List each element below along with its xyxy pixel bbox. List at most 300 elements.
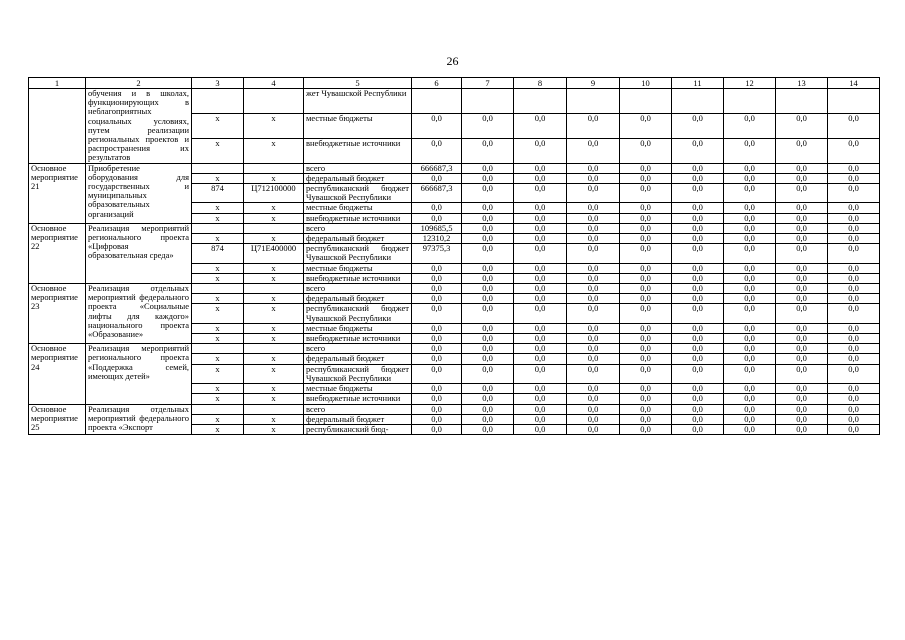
value-cell: 0,0 (724, 173, 776, 183)
value-cell: 0,0 (724, 354, 776, 364)
activity-name-cell (29, 89, 86, 164)
budget-code-cell (244, 404, 304, 414)
value-cell (776, 89, 828, 114)
value-cell: 0,0 (514, 323, 567, 333)
value-cell: 0,0 (672, 213, 724, 223)
value-cell: 0,0 (567, 284, 620, 294)
value-cell: 0,0 (776, 304, 828, 323)
budget-code-cell: х (244, 263, 304, 273)
budget-code-cell: х (244, 203, 304, 213)
col-header: 5 (304, 78, 412, 89)
grbs-code-cell: х (192, 354, 244, 364)
grbs-code-cell (192, 284, 244, 294)
grbs-code-cell (192, 89, 244, 114)
grbs-code-cell: х (192, 424, 244, 434)
value-cell: 0,0 (462, 334, 514, 344)
value-cell: 0,0 (514, 273, 567, 283)
value-cell: 0,0 (514, 223, 567, 233)
value-cell: 0,0 (567, 364, 620, 383)
value-cell: 0,0 (828, 304, 880, 323)
funding-source-cell: внебюджетные источники (304, 334, 412, 344)
value-cell: 0,0 (620, 404, 672, 414)
value-cell: 0,0 (514, 354, 567, 364)
budget-code-cell (244, 344, 304, 354)
grbs-code-cell: х (192, 273, 244, 283)
value-cell: 0,0 (776, 344, 828, 354)
value-cell: 0,0 (462, 294, 514, 304)
funding-source-cell: федеральный бюджет (304, 173, 412, 183)
funding-source-cell: республиканский бюджет Чувашской Республики (304, 184, 412, 203)
grbs-code-cell: х (192, 113, 244, 138)
value-cell: 0,0 (514, 263, 567, 273)
value-cell: 0,0 (672, 323, 724, 333)
value-cell: 0,0 (672, 173, 724, 183)
value-cell: 0,0 (724, 414, 776, 424)
value-cell: 0,0 (462, 354, 514, 364)
value-cell: 0,0 (567, 263, 620, 273)
value-cell: 0,0 (672, 334, 724, 344)
funding-source-cell: федеральный бюджет (304, 294, 412, 304)
col-header: 13 (776, 78, 828, 89)
value-cell: 0,0 (776, 284, 828, 294)
funding-source-cell: местные бюджеты (304, 384, 412, 394)
value-cell: 0,0 (672, 138, 724, 163)
value-cell: 0,0 (828, 263, 880, 273)
value-cell: 0,0 (514, 384, 567, 394)
value-cell: 0,0 (828, 394, 880, 404)
value-cell: 0,0 (828, 273, 880, 283)
funding-source-cell: федеральный бюджет (304, 234, 412, 244)
budget-code-cell: х (244, 273, 304, 283)
grbs-code-cell: х (192, 364, 244, 383)
activity-description-cell: Приобретение оборудования для государственных и муниципальных образовательных организаций (86, 163, 192, 223)
activity-description-cell: Реализация отдельных мероприятий федерального проекта «Экспорт (86, 404, 192, 435)
value-cell: 0,0 (620, 273, 672, 283)
grbs-code-cell: х (192, 263, 244, 273)
value-cell: 0,0 (462, 234, 514, 244)
value-cell: 0,0 (620, 394, 672, 404)
value-cell: 0,0 (462, 203, 514, 213)
value-cell: 0,0 (462, 184, 514, 203)
budget-code-cell: х (244, 414, 304, 424)
value-cell: 0,0 (514, 244, 567, 263)
budget-table (28, 77, 880, 435)
value-cell: 0,0 (462, 323, 514, 333)
value-cell: 0,0 (776, 273, 828, 283)
funding-source-cell: федеральный бюджет (304, 354, 412, 364)
col-header: 12 (724, 78, 776, 89)
budget-code-cell: х (244, 364, 304, 383)
value-cell: 0,0 (724, 213, 776, 223)
value-cell (567, 89, 620, 114)
value-cell: 0,0 (567, 223, 620, 233)
value-cell: 0,0 (412, 203, 462, 213)
col-header: 8 (514, 78, 567, 89)
value-cell: 0,0 (776, 414, 828, 424)
budget-code-cell: х (244, 213, 304, 223)
value-cell: 0,0 (724, 384, 776, 394)
value-cell: 0,0 (412, 323, 462, 333)
funding-source-cell: всего (304, 404, 412, 414)
value-cell: 0,0 (514, 394, 567, 404)
value-cell: 0,0 (672, 394, 724, 404)
value-cell: 0,0 (672, 404, 724, 414)
funding-source-cell: местные бюджеты (304, 263, 412, 273)
value-cell: 0,0 (567, 424, 620, 434)
value-cell: 0,0 (776, 354, 828, 364)
funding-source-cell: местные бюджеты (304, 323, 412, 333)
grbs-code-cell: х (192, 234, 244, 244)
value-cell: 0,0 (412, 404, 462, 414)
value-cell (620, 89, 672, 114)
activity-name-cell: Основное мероприятие 24 (29, 344, 86, 404)
value-cell: 0,0 (724, 404, 776, 414)
value-cell: 0,0 (514, 234, 567, 244)
value-cell: 0,0 (776, 113, 828, 138)
value-cell: 0,0 (776, 163, 828, 173)
value-cell (828, 89, 880, 114)
value-cell: 0,0 (776, 173, 828, 183)
value-cell: 0,0 (672, 344, 724, 354)
value-cell: 0,0 (828, 404, 880, 414)
value-cell: 0,0 (620, 294, 672, 304)
value-cell: 0,0 (828, 334, 880, 344)
budget-code-cell: х (244, 173, 304, 183)
grbs-code-cell (192, 344, 244, 354)
value-cell: 0,0 (514, 304, 567, 323)
value-cell: 0,0 (672, 184, 724, 203)
funding-source-cell: внебюджетные источники (304, 394, 412, 404)
value-cell: 0,0 (776, 263, 828, 273)
funding-source-cell: республиканский бюд- (304, 424, 412, 434)
value-cell: 0,0 (567, 163, 620, 173)
value-cell: 0,0 (412, 284, 462, 294)
value-cell: 666687,3 (412, 163, 462, 173)
funding-source-cell: республиканский бюджет Чувашской Республики (304, 244, 412, 263)
value-cell: 0,0 (828, 113, 880, 138)
value-cell: 0,0 (724, 284, 776, 294)
budget-code-cell: х (244, 354, 304, 364)
value-cell: 0,0 (567, 138, 620, 163)
value-cell: 0,0 (620, 414, 672, 424)
activity-description-cell: Реализация мероприятий регионального проекта «Поддержка семей, имеющих детей» (86, 344, 192, 404)
value-cell: 0,0 (672, 263, 724, 273)
value-cell: 0,0 (828, 173, 880, 183)
value-cell: 0,0 (776, 213, 828, 223)
value-cell: 0,0 (412, 384, 462, 394)
value-cell: 0,0 (620, 354, 672, 364)
value-cell: 0,0 (514, 173, 567, 183)
value-cell: 0,0 (514, 184, 567, 203)
grbs-code-cell: х (192, 294, 244, 304)
value-cell: 0,0 (620, 163, 672, 173)
col-header: 11 (672, 78, 724, 89)
grbs-code-cell: 874 (192, 244, 244, 263)
value-cell: 0,0 (672, 234, 724, 244)
value-cell: 0,0 (514, 113, 567, 138)
value-cell: 0,0 (724, 323, 776, 333)
value-cell: 0,0 (776, 203, 828, 213)
funding-source-cell: местные бюджеты (304, 113, 412, 138)
value-cell: 666687,3 (412, 184, 462, 203)
value-cell: 0,0 (828, 284, 880, 294)
value-cell: 0,0 (672, 163, 724, 173)
value-cell: 0,0 (514, 344, 567, 354)
funding-source-cell: всего (304, 223, 412, 233)
col-header: 14 (828, 78, 880, 89)
value-cell: 0,0 (620, 284, 672, 294)
value-cell: 0,0 (828, 354, 880, 364)
funding-source-cell: внебюджетные источники (304, 273, 412, 283)
value-cell: 0,0 (828, 424, 880, 434)
table-row (29, 344, 880, 354)
grbs-code-cell: х (192, 414, 244, 424)
value-cell: 0,0 (567, 244, 620, 263)
budget-code-cell: х (244, 384, 304, 394)
value-cell: 0,0 (828, 294, 880, 304)
value-cell: 0,0 (462, 138, 514, 163)
grbs-code-cell: х (192, 203, 244, 213)
value-cell: 0,0 (672, 223, 724, 233)
value-cell: 0,0 (567, 404, 620, 414)
value-cell: 0,0 (462, 394, 514, 404)
budget-code-cell (244, 89, 304, 114)
value-cell: 0,0 (724, 394, 776, 404)
activity-name-cell: Основное мероприятие 21 (29, 163, 86, 223)
value-cell (514, 89, 567, 114)
value-cell: 0,0 (828, 138, 880, 163)
value-cell: 0,0 (620, 223, 672, 233)
value-cell: 0,0 (412, 263, 462, 273)
value-cell: 0,0 (514, 414, 567, 424)
value-cell: 109685,5 (412, 223, 462, 233)
budget-code-cell: х (244, 323, 304, 333)
grbs-code-cell (192, 223, 244, 233)
value-cell: 0,0 (462, 284, 514, 294)
value-cell: 0,0 (567, 334, 620, 344)
budget-code-cell (244, 163, 304, 173)
value-cell: 0,0 (514, 213, 567, 223)
value-cell: 0,0 (828, 384, 880, 394)
value-cell: 0,0 (412, 113, 462, 138)
value-cell: 0,0 (567, 203, 620, 213)
value-cell: 0,0 (412, 414, 462, 424)
value-cell: 0,0 (412, 344, 462, 354)
activity-name-cell: Основное мероприятие 25 (29, 404, 86, 435)
value-cell: 0,0 (724, 344, 776, 354)
value-cell: 0,0 (672, 113, 724, 138)
grbs-code-cell: х (192, 304, 244, 323)
value-cell: 0,0 (828, 414, 880, 424)
table-row (29, 404, 880, 414)
page-number: 26 (446, 54, 459, 68)
col-header: 7 (462, 78, 514, 89)
funding-source-cell: республиканский бюджет Чувашской Республики (304, 364, 412, 383)
grbs-code-cell: х (192, 394, 244, 404)
value-cell: 0,0 (514, 203, 567, 213)
budget-code-cell (244, 284, 304, 294)
value-cell: 0,0 (514, 284, 567, 294)
budget-code-cell: Ц712100000 (244, 184, 304, 203)
value-cell: 0,0 (620, 138, 672, 163)
grbs-code-cell (192, 404, 244, 414)
col-header: 2 (86, 78, 192, 89)
funding-source-cell: федеральный бюджет (304, 414, 412, 424)
value-cell: 0,0 (724, 294, 776, 304)
value-cell: 0,0 (620, 424, 672, 434)
value-cell: 0,0 (724, 163, 776, 173)
value-cell: 0,0 (567, 273, 620, 283)
value-cell: 0,0 (828, 163, 880, 173)
value-cell: 0,0 (724, 184, 776, 203)
value-cell: 0,0 (462, 304, 514, 323)
value-cell: 0,0 (828, 244, 880, 263)
value-cell: 0,0 (567, 414, 620, 424)
value-cell: 0,0 (462, 404, 514, 414)
value-cell: 0,0 (620, 234, 672, 244)
grbs-code-cell: х (192, 334, 244, 344)
value-cell: 0,0 (462, 163, 514, 173)
value-cell: 0,0 (672, 414, 724, 424)
value-cell: 0,0 (724, 223, 776, 233)
funding-source-cell: всего (304, 163, 412, 173)
value-cell: 0,0 (828, 364, 880, 383)
value-cell: 0,0 (828, 213, 880, 223)
value-cell: 0,0 (462, 113, 514, 138)
grbs-code-cell (192, 163, 244, 173)
grbs-code-cell: х (192, 323, 244, 333)
activity-description-cell: Реализация мероприятий регионального проекта «Цифровая образовательная среда» (86, 223, 192, 283)
value-cell: 0,0 (828, 203, 880, 213)
value-cell: 0,0 (724, 244, 776, 263)
budget-code-cell: х (244, 304, 304, 323)
value-cell: 0,0 (724, 263, 776, 273)
value-cell: 0,0 (724, 273, 776, 283)
value-cell: 0,0 (776, 384, 828, 394)
value-cell: 0,0 (567, 173, 620, 183)
value-cell: 0,0 (412, 213, 462, 223)
value-cell: 0,0 (514, 163, 567, 173)
budget-code-cell: х (244, 138, 304, 163)
value-cell: 0,0 (776, 184, 828, 203)
value-cell: 0,0 (412, 364, 462, 383)
budget-code-cell: х (244, 234, 304, 244)
funding-source-cell: всего (304, 284, 412, 294)
value-cell: 97375,3 (412, 244, 462, 263)
value-cell: 0,0 (828, 344, 880, 354)
value-cell: 0,0 (672, 273, 724, 283)
value-cell: 0,0 (514, 364, 567, 383)
funding-source-cell: жет Чувашской Республики (304, 89, 412, 114)
funding-source-cell: внебюджетные источники (304, 138, 412, 163)
col-header: 1 (29, 78, 86, 89)
budget-code-cell: Ц71E400000 (244, 244, 304, 263)
grbs-code-cell: х (192, 213, 244, 223)
activity-description-cell: обучения и в школах, функционирующих в неблагоприятных социальных условиях, путем реализации региональных проектов и распространения их результатов (86, 89, 192, 164)
value-cell: 0,0 (412, 273, 462, 283)
value-cell: 0,0 (462, 384, 514, 394)
col-header: 10 (620, 78, 672, 89)
value-cell: 0,0 (567, 354, 620, 364)
value-cell: 0,0 (412, 334, 462, 344)
value-cell: 0,0 (462, 414, 514, 424)
value-cell: 0,0 (462, 173, 514, 183)
value-cell: 0,0 (620, 344, 672, 354)
value-cell: 0,0 (514, 294, 567, 304)
value-cell: 0,0 (620, 384, 672, 394)
value-cell: 0,0 (567, 234, 620, 244)
value-cell: 0,0 (462, 364, 514, 383)
budget-code-cell: х (244, 113, 304, 138)
value-cell (462, 89, 514, 114)
value-cell: 0,0 (462, 344, 514, 354)
value-cell: 0,0 (724, 234, 776, 244)
budget-code-cell: х (244, 394, 304, 404)
value-cell: 0,0 (776, 223, 828, 233)
value-cell: 0,0 (828, 223, 880, 233)
value-cell: 12310,2 (412, 234, 462, 244)
value-cell: 0,0 (724, 424, 776, 434)
value-cell: 0,0 (620, 263, 672, 273)
value-cell: 0,0 (724, 364, 776, 383)
value-cell: 0,0 (620, 244, 672, 263)
value-cell: 0,0 (620, 323, 672, 333)
value-cell: 0,0 (567, 323, 620, 333)
grbs-code-cell: х (192, 138, 244, 163)
value-cell: 0,0 (567, 213, 620, 223)
value-cell: 0,0 (462, 263, 514, 273)
value-cell: 0,0 (672, 304, 724, 323)
col-header: 3 (192, 78, 244, 89)
value-cell: 0,0 (412, 354, 462, 364)
budget-code-cell (244, 223, 304, 233)
budget-code-cell: х (244, 294, 304, 304)
value-cell: 0,0 (412, 394, 462, 404)
value-cell: 0,0 (776, 234, 828, 244)
value-cell: 0,0 (776, 334, 828, 344)
value-cell: 0,0 (514, 424, 567, 434)
value-cell: 0,0 (412, 424, 462, 434)
value-cell: 0,0 (567, 384, 620, 394)
table-row (29, 89, 880, 114)
value-cell: 0,0 (724, 138, 776, 163)
value-cell: 0,0 (672, 203, 724, 213)
budget-code-cell: х (244, 424, 304, 434)
value-cell: 0,0 (567, 344, 620, 354)
value-cell: 0,0 (567, 184, 620, 203)
value-cell: 0,0 (412, 138, 462, 163)
value-cell: 0,0 (514, 334, 567, 344)
value-cell: 0,0 (724, 304, 776, 323)
value-cell: 0,0 (462, 424, 514, 434)
grbs-code-cell: 874 (192, 184, 244, 203)
value-cell (672, 89, 724, 114)
value-cell: 0,0 (776, 138, 828, 163)
header-row (29, 78, 880, 89)
funding-source-cell: всего (304, 344, 412, 354)
funding-source-cell: республиканский бюджет Чувашской Республики (304, 304, 412, 323)
value-cell: 0,0 (672, 284, 724, 294)
value-cell: 0,0 (672, 244, 724, 263)
value-cell: 0,0 (514, 138, 567, 163)
value-cell: 0,0 (724, 334, 776, 344)
col-header: 4 (244, 78, 304, 89)
value-cell: 0,0 (776, 323, 828, 333)
value-cell: 0,0 (776, 404, 828, 414)
value-cell: 0,0 (672, 384, 724, 394)
value-cell: 0,0 (828, 234, 880, 244)
value-cell: 0,0 (567, 394, 620, 404)
